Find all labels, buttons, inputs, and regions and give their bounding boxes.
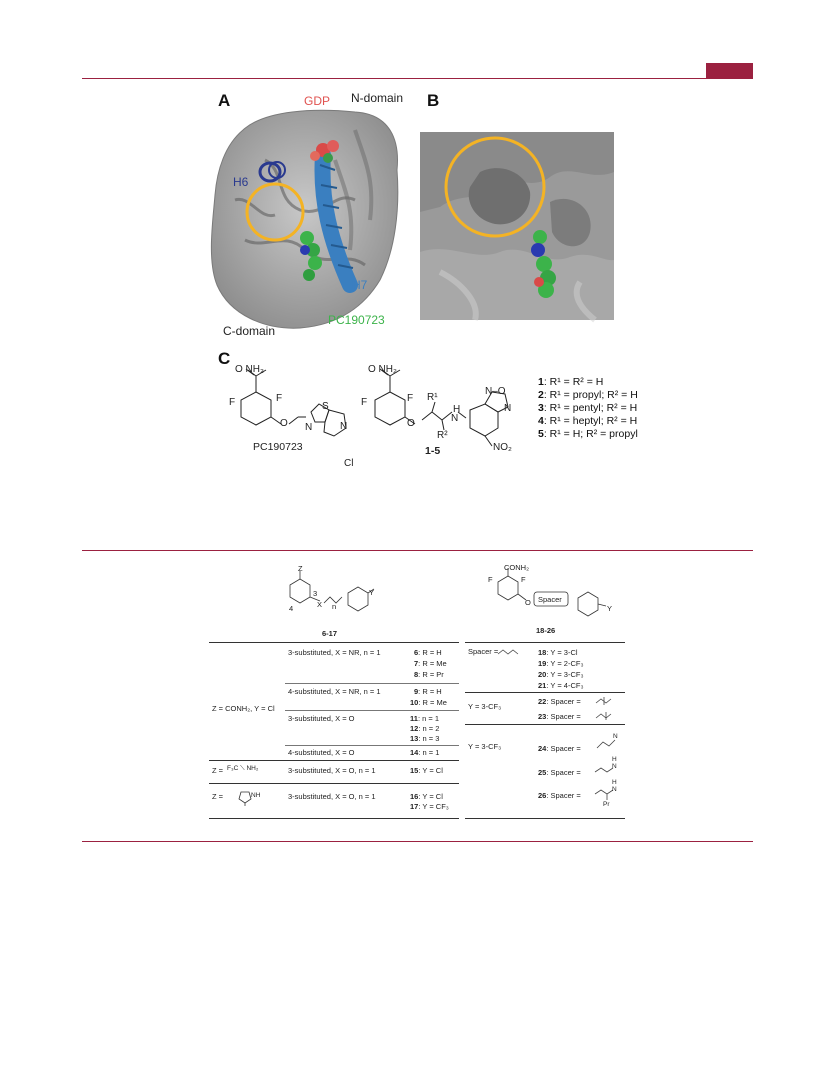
spacer-23-icon [595,710,615,722]
pc-n2: N [340,421,348,432]
series-nh-n: N [451,413,459,424]
row-7: 7: R = Me [414,659,447,668]
spacer-label: Spacer = [468,647,499,656]
spacer-propyl-icon [497,648,519,656]
row-26: 26: Spacer = [538,791,581,800]
series-f2: F [407,393,414,404]
row-21: 21: Y = 4-CF₃ [538,681,584,690]
section-rule-2 [82,841,753,842]
right-table-bottom-rule [465,818,625,819]
scaffold-18-26-label: 18-26 [536,626,556,635]
row-22: 22: Spacer = [538,697,581,706]
group4-desc: 4-substituted, X = O [288,748,355,757]
left-table-top-rule [209,642,459,643]
pc-o: O [280,418,288,429]
protein-structure-image [205,100,415,340]
scaffold-pos3: 3 [313,589,318,598]
pc-f2: F [276,393,283,404]
row-17: 17: Y = CF₃ [410,802,449,811]
row-14: 14: n = 1 [410,748,440,757]
row-15: 15: Y = Cl [410,766,443,775]
row-24: 24: Spacer = [538,744,581,753]
spacer-25-n: N [612,763,617,770]
series-oxadiazole: N–O [485,386,506,397]
left-table-bottom-rule [209,818,459,819]
row16-z: Z = [212,792,224,801]
group1-desc: 3-substituted, X = NR, n = 1 [288,648,381,657]
group-label: Z = CONH₂, Y = Cl [212,704,275,713]
scaffold-x: X [317,600,323,609]
panel-a-letter: A [218,91,231,110]
row15-desc: 3-substituted, X = O, n = 1 [288,766,376,775]
left-rule-15 [209,760,459,761]
left-rule-g2 [285,710,459,711]
row-25: 25: Spacer = [538,768,581,777]
panel-b-letter: B [427,91,440,110]
group2-desc: 4-substituted, X = NR, n = 1 [288,687,381,696]
pc-s: S [322,401,329,412]
row-12: 12: n = 2 [410,724,440,733]
compound-2: 2: R¹ = propyl; R² = H [538,389,638,401]
pc-conh2: O NH₂ [235,364,264,375]
label-gdp: GDP [304,94,331,108]
surface-closeup-image [420,132,614,320]
spacer-26-n: N [612,786,617,793]
header-rule [82,78,753,79]
row-11: 11: n = 1 [410,714,439,723]
row15-z: Z = [212,766,224,775]
series-1-5-structure [360,362,535,472]
row15-zgroup: F₃C ⟍ NH₂ [227,765,259,772]
row-23: 23: Spacer = [538,712,581,721]
compound-5: 5: R¹ = H; R² = propyl [538,428,638,440]
row-18: 18: Y = 3-Cl [538,648,578,657]
scaffold-y2: Y [607,604,613,613]
row-20: 20: Y = 3-CF₃ [538,670,584,679]
series-conh2: O NH₂ [368,364,397,375]
label-n-domain: N-domain [351,91,404,105]
scaffold-conh2: CONH₂ [504,563,529,572]
scaffold-6-17-structure [282,565,392,627]
right-rule-c [465,724,625,725]
scaffold-n: n [332,602,337,611]
compound-1: 1: R¹ = R² = H [538,376,604,388]
left-rule-g1 [285,683,459,684]
row16-desc: 3-substituted, X = O, n = 1 [288,792,376,801]
row16-zgroup: NH [251,792,261,799]
row-10: 10: R = Me [410,698,447,707]
scaffold-y: Y [369,588,375,597]
row-13: 13: n = 3 [410,734,440,743]
spacer-26-h: H [612,779,617,786]
label-ligand: PC190723 [328,313,385,327]
y-label-b: Y = 3-CF₃ [468,702,502,711]
compound-3: 3: R¹ = pentyl; R² = H [538,402,638,414]
panel-c-letter: C [218,349,231,368]
row-16: 16: Y = Cl [410,792,443,801]
scaffold-pos4: 4 [289,604,294,613]
spacer-26-pr: Pr [603,801,610,808]
series-f1: F [361,397,368,408]
scaffold-o: O [525,598,531,607]
label-h7: H7 [352,278,368,292]
section-rule-1 [82,550,753,551]
right-table-top-rule [465,642,625,643]
group3-desc: 3-substituted, X = O [288,714,355,723]
row-19: 19: Y = 2-CF₃ [538,659,584,668]
label-h6: H6 [233,175,249,189]
row-9: 9: R = H [414,687,442,696]
series-r1: R¹ [427,392,438,403]
compound-4: 4: R¹ = heptyl; R² = H [538,415,638,427]
scaffold-z: Z [298,564,303,573]
row-8: 8: R = Pr [414,670,444,679]
y-label-c: Y = 3-CF₃ [468,742,502,751]
series-nh-h: H [453,404,461,415]
left-rule-g3 [285,745,459,746]
series-r2: R² [437,430,448,441]
scaffold-f2: F [521,575,526,584]
pc-name: PC190723 [253,441,303,453]
spacer-22-icon [595,695,615,707]
pc-f1: F [229,397,236,408]
spacer-24-n: N [613,733,618,740]
spacer-25-h: H [612,756,617,763]
label-c-domain: C-domain [223,324,276,338]
series-no2: NO₂ [493,442,512,453]
header-tab [706,63,753,78]
left-rule-16 [209,783,459,784]
pc-n1: N [305,422,313,433]
scaffold-18-26-structure [478,562,628,626]
series-o: O [407,418,415,429]
row-6: 6: R = H [414,648,442,657]
series-n3: N [504,403,512,414]
scaffold-f1: F [488,575,493,584]
series-label: 1-5 [425,445,441,457]
pc-cl: Cl [344,458,354,469]
scaffold-spacer: Spacer [538,595,562,604]
imidazole-structure [235,788,265,806]
scaffold-6-17-label: 6-17 [322,629,338,638]
right-rule-b [465,692,625,693]
